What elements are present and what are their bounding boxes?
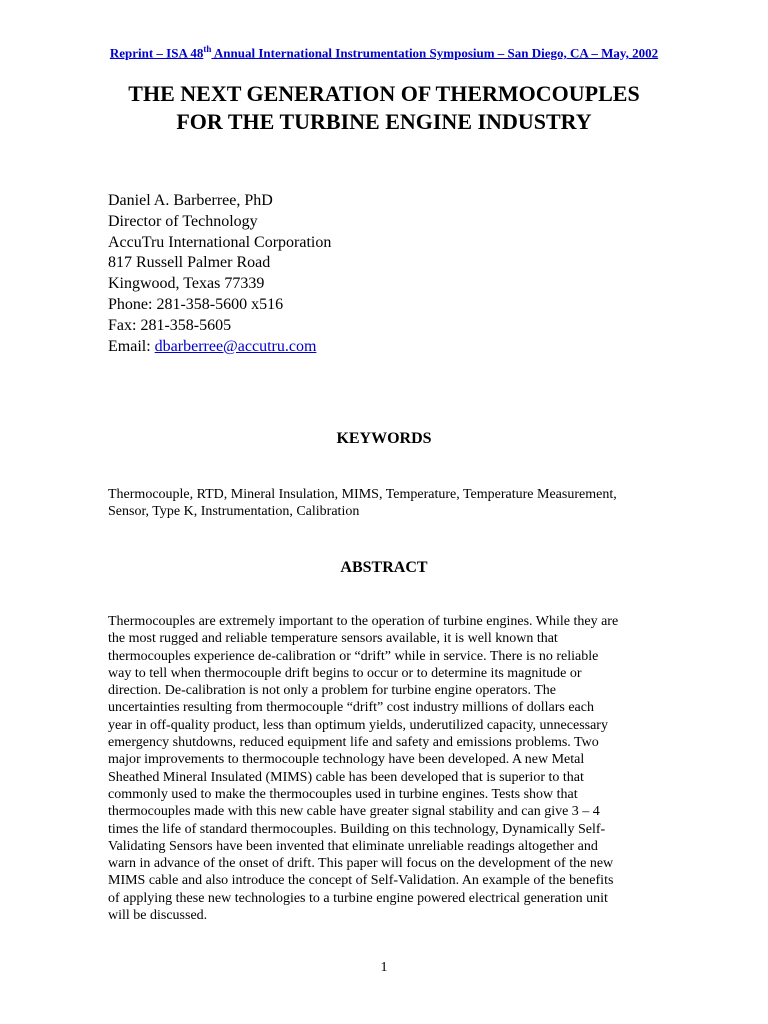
- abstract-line: major improvements to thermocouple technology have been developed. A new Metal: [108, 752, 585, 768]
- abstract-line: warn in advance of the onset of drift. This paper will focus on the development of the new: [108, 856, 614, 872]
- abstract-line: Thermocouples are extremely important to the operation of turbine engines. While they are: [108, 614, 619, 629]
- reprint-prefix: Reprint – ISA 48: [109, 45, 204, 61]
- abstract-line: year in off-quality product, less than optimum yields, underutilized capacity, unnecessary: [108, 717, 608, 733]
- keywords-line: Sensor, Type K, Instrumentation, Calibration: [108, 504, 360, 520]
- keywords-heading: KEYWORDS: [336, 430, 432, 447]
- abstract-line: Sheathed Mineral Insulated (MIMS) cable has been developed that is superior to that: [108, 769, 584, 785]
- reprint-header: [0, 44, 768, 61]
- author-email-line: [108, 337, 331, 358]
- page-number: 1: [380, 960, 388, 975]
- title-line-1: THE NEXT GENERATION OF THERMOCOUPLES: [128, 81, 640, 106]
- author-position: Director of Technology: [108, 212, 258, 230]
- email-link[interactable]: dbarberree@accutru.com: [154, 337, 317, 355]
- keywords-text: [108, 486, 668, 521]
- title-line-2: FOR THE TURBINE ENGINE INDUSTRY: [176, 109, 592, 134]
- author-fax: Fax: 281-358-5605: [108, 316, 232, 334]
- author-organization: AccuTru International Corporation: [108, 233, 332, 251]
- abstract-line: way to tell when thermocouple drift begins to occur or to determine its magnitude or: [108, 665, 582, 681]
- abstract-line: direction. De-calibration is not only a problem for turbine engine operators. The: [108, 683, 556, 699]
- abstract-line: will be discussed.: [108, 908, 208, 924]
- abstract-line: Validating Sensors have been invented that eliminate unreliable readings altogether and: [108, 838, 598, 854]
- author-street: 817 Russell Palmer Road: [108, 254, 271, 272]
- abstract-line: thermocouples made with this new cable have greater signal stability and can give 3 – 4: [108, 804, 600, 820]
- abstract-text: [108, 613, 668, 924]
- paper-title: [0, 80, 768, 136]
- author-phone: Phone: 281-358-5600 x516: [108, 295, 284, 313]
- keywords-line: Thermocouple, RTD, Mineral Insulation, MIMS, Temperature, Temperature Measurement,: [108, 487, 617, 502]
- abstract-line: of applying these new technologies to a turbine engine powered electrical generation unit: [108, 890, 608, 906]
- abstract-heading: ABSTRACT: [340, 559, 428, 576]
- reprint-middle: Annual International Instrumentation Symposium – San Diego, CA –: [211, 45, 602, 61]
- author-city: Kingwood, Texas 77339: [108, 275, 265, 293]
- abstract-line: thermocouples experience de-calibration or “drift” while in service. There is no reliable: [108, 648, 599, 664]
- reprint-date: May, 2002: [601, 45, 659, 61]
- author-block: [108, 191, 331, 357]
- abstract-line: uncertainties resulting from thermocouple “drift” cost industry millions of dollars each: [108, 700, 594, 716]
- abstract-line: MIMS cable and also introduce the concept of Self-Validation. An example of the benefits: [108, 873, 614, 889]
- reprint-superscript: th: [203, 44, 212, 54]
- author-name: Daniel A. Barberree, PhD: [108, 192, 273, 209]
- abstract-line: commonly used to make the thermocouples used in turbine engines. Tests show that: [108, 786, 578, 802]
- abstract-line: times the life of standard thermocouples. Building on this technology, Dynamically Self-: [108, 821, 606, 837]
- abstract-line: the most rugged and reliable temperature sensors available, it is well known that: [108, 631, 558, 647]
- abstract-line: emergency shutdowns, reduced equipment life and safety and emissions problems. Two: [108, 735, 599, 751]
- email-label: Email:: [108, 337, 155, 355]
